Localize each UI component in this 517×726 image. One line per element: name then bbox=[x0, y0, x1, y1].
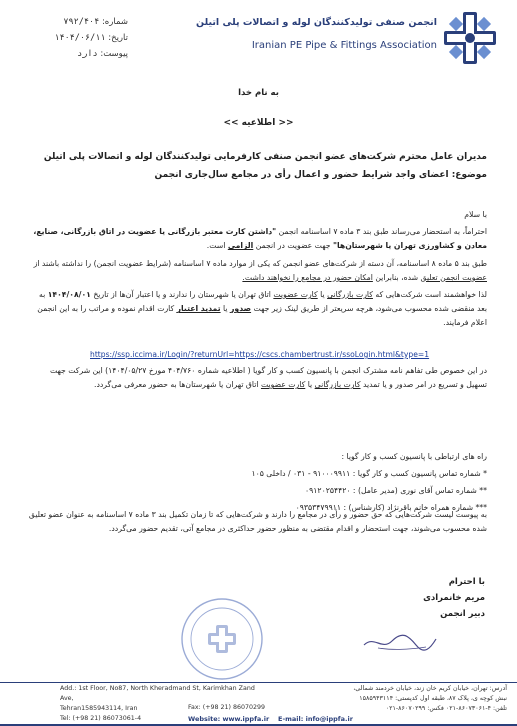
p1-end: است. bbox=[206, 241, 226, 251]
paragraph-2 bbox=[27, 257, 487, 285]
p2-no-attendance: امکان حضور در مجامع را نخواهند داشت. bbox=[242, 272, 373, 282]
signature-block bbox=[355, 574, 485, 622]
footer-divider bbox=[0, 682, 517, 683]
subject-line: موضوع: اعضای واجد شرایط حضور و اعمال رأی در مجامع سال‌جاری انجمن bbox=[154, 170, 487, 180]
official-stamp bbox=[178, 595, 266, 683]
p3-date: ۱۴۰۴/۰۸/۰۱ bbox=[47, 290, 91, 300]
signer-name: مریم خانمرادی bbox=[423, 593, 485, 603]
p4-commerce-card: کارت بازرگانی bbox=[314, 380, 361, 390]
contact-item-2: ** شماره تماس آقای نوری (مدیر عامل) : ۰۹۱۲۰۲۵۴۴۲۰ bbox=[305, 486, 487, 495]
letter-meta bbox=[18, 14, 128, 62]
letter-body-2 bbox=[27, 364, 487, 395]
p2-text: طبق بند ۵ ماده ۸ اساسنامه، آن دسته از شرکت‌های عضو انجمن که یکی از موارد ماده ۷ اساسنامه (شرایط عضویت انجمن) را نداشته باشند از bbox=[33, 258, 487, 268]
p3-membership-card: کارت عضویت bbox=[273, 290, 318, 300]
number-row bbox=[18, 14, 128, 30]
iccima-login-link[interactable]: https://ssp.iccima.ir/Login/?returnUrl=https://cscs.chambertrust.ir/ssoLogin.html&type=1 bbox=[90, 350, 430, 359]
paragraph-1 bbox=[27, 225, 487, 253]
attachment-label: پیوست: bbox=[100, 49, 128, 59]
date-label: تاریخ: bbox=[108, 33, 128, 43]
address-fa-line-1: آدرس: تهران، خیابان کریم خان زند، خیابان خردمند شمالی، bbox=[353, 685, 507, 692]
phone-fa: تلفن: ۴-۸۶۰۷۳۰۶۱-۰۲۱ فکس: ۸۶۰۷۰۲۹۹-۰۲۱ bbox=[385, 705, 507, 712]
address-en-line-1: Add.: 1st Floor, No87, North Kheradmand St, Karimkhan Zand Ave, bbox=[60, 685, 255, 702]
org-name-en: Iranian PE Pipe & Fittings Association bbox=[251, 40, 437, 51]
email-link[interactable]: E-mail: info@ippfa.ir bbox=[278, 715, 353, 723]
closing-paragraph: به پیوست لیست شرکت‌هایی که حق حضور و رأی در مجامع را دارند و شرکت‌هایی که تا زمان تکمیل بند ۳ ماده ۷ اساسنامه به عنوان عضو تعلیق شده محسوب می‌شوند، جهت استحضار و اقدام مقتضی به منظور حضور حداکثری در مجامع آتی، تقدیم حضور می‌گردد. bbox=[28, 510, 487, 534]
letter-body bbox=[27, 208, 487, 334]
regards: با احترام bbox=[448, 577, 485, 587]
phone-en: Tel: (+98 21) 86073061-4 bbox=[60, 715, 142, 722]
association-logo bbox=[442, 10, 498, 66]
number-label: شماره: bbox=[101, 17, 128, 27]
p1-text-2: جهت عضویت در انجمن bbox=[255, 241, 331, 251]
p4-text: در این خصوص طی تفاهم نامه مشترک انجمن با پانسیون کسب و کار گویا ( اطلاعیه شماره ۴۰۴/۷۶۰ مورخ ۱۴۰۴/۰۵/۲۷) bbox=[105, 366, 487, 375]
p4-membership-card: کارت عضویت bbox=[260, 380, 306, 390]
p1-bold-quote: "داشتن کارت معتبر بازرگانی یا عضویت در اتاق بازرگانی، صنایع، معادن و کشاورزی تهران یا شهرستان‌ها" bbox=[33, 227, 487, 251]
fax-en: Fax: (+98 21) 86070299 bbox=[188, 704, 266, 711]
contact-list bbox=[27, 448, 487, 516]
paragraph-3 bbox=[27, 288, 487, 331]
p3-text: لذا خواهشمند است شرکت‌هایی که bbox=[375, 290, 487, 300]
p1-mandatory: الزامی bbox=[227, 241, 254, 251]
p4-or: یا bbox=[307, 380, 313, 390]
number-value: ۷۹۲/۴۰۴ bbox=[63, 17, 100, 27]
org-name-fa: انجمن صنفی تولیدکنندگان لوله و اتصالات پلی اتیلن bbox=[196, 17, 437, 28]
contact-item-3: *** شماره همراه خانم باقرنژاد (کارشناس) : ۰۹۳۵۳۴۷۹۹۱۱ bbox=[295, 503, 487, 512]
signer-position: دبیر انجمن bbox=[440, 609, 485, 619]
p3-or: یا bbox=[320, 290, 325, 300]
contact-item-1: * شماره تماس پانسیون کسب و کار گویا : ۹۱۰۰۰۹۹۱۱ - ۰۳۱ / داخلی ۱۰۵ bbox=[251, 469, 487, 478]
notice-title: << اطلاعیه >> bbox=[223, 118, 294, 128]
address-en-line-2: Tehran1585943114, Iran bbox=[60, 705, 138, 712]
paragraph-4 bbox=[27, 364, 487, 392]
greeting: با سلام bbox=[464, 210, 487, 219]
date-row bbox=[18, 30, 128, 46]
footer-address-fa bbox=[307, 684, 507, 714]
p4-text-2: این شرکت جهت تسهیل و تسریع در امر صدور و یا تمدید bbox=[49, 366, 487, 390]
p3-text-2: اتاق تهران یا شهرستان را ندارند و یا اعتبار آن‌ها از تاریخ bbox=[93, 290, 271, 300]
date-value: ۱۴۰۴/۰۶/۱۱ bbox=[54, 33, 106, 43]
contacts-intro: راه های ارتباطی با پانسیون کسب و کار گویا : bbox=[341, 452, 487, 461]
attachment-row bbox=[18, 46, 128, 62]
basmala: به نام خدا bbox=[238, 88, 279, 98]
recipient-line: مدیران عامل محترم شرکت‌های عضو انجمن صنفی کارفرمایی تولیدکنندگان لوله و اتصالات پلی اتیلن bbox=[43, 152, 487, 162]
handwritten-signature bbox=[360, 631, 440, 653]
p3-or-2: یا bbox=[223, 304, 228, 314]
address-fa-line-2: نبش کوچه ی، پلاک ۸۷، طبقه اول کدپستی: ۱۵۸۵۹۴۳۱۱۴ bbox=[359, 695, 507, 702]
attachment-value: دارد bbox=[77, 49, 98, 59]
p2-suspension: عضویت انجمن تعلیق bbox=[420, 272, 487, 282]
p3-issue: صدور bbox=[229, 304, 252, 314]
p2-text-2: شده، بنابراین bbox=[375, 272, 419, 282]
p1-text: احتراماً، به استحضار می‌رساند طبق بند ۳ ماده ۷ اساسنامه انجمن bbox=[278, 227, 487, 237]
p3-commerce-card: کارت بازرگانی bbox=[327, 290, 373, 300]
p3-text-4: کارت اقدام نموده و مراتب را به این انجمن اعلام فرمایند. bbox=[37, 304, 487, 328]
website-link[interactable]: Website: www.ippfa.ir bbox=[188, 715, 270, 723]
p3-renewal: تمدید اعتبار bbox=[176, 304, 221, 314]
p3-text-3: به بعد منقضی شده محسوب می‌شود، هرچه سریعتر از طریق لینک زیر جهت bbox=[38, 290, 487, 314]
p4-text-3: اتاق تهران یا شهرستان‌ها به حضور معرفی می‌گردد. bbox=[94, 380, 259, 390]
